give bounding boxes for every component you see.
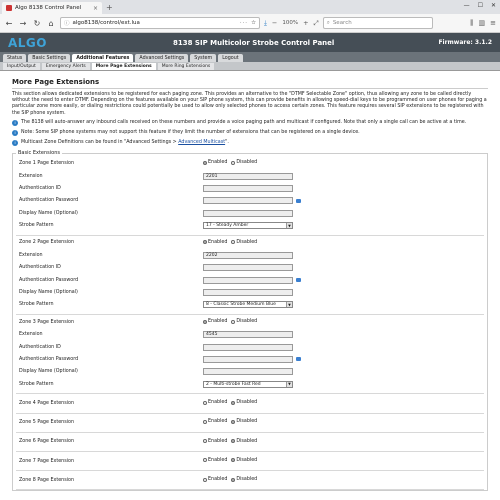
page xyxy=(0,33,500,500)
home-icon[interactable]: ⌂ xyxy=(48,18,54,28)
sidebar-icon[interactable]: ▥ xyxy=(478,18,486,27)
extension-field[interactable]: 2202 xyxy=(203,252,293,259)
algo-logo: ALGO xyxy=(8,35,47,50)
zone-8-header-row xyxy=(16,474,261,486)
zone-8-label: Zone 8 Page Extension xyxy=(19,477,75,483)
search-input[interactable] xyxy=(323,17,433,29)
zone-2-display-name-row xyxy=(16,286,484,298)
enable-radio-group xyxy=(203,458,261,465)
authentication-password-label: Authentication Password xyxy=(19,277,79,283)
zone-2-block xyxy=(16,236,484,315)
disabled-radio-dot[interactable] xyxy=(231,478,235,482)
back-icon[interactable]: ← xyxy=(5,18,13,28)
disabled-radio-label: Disabled xyxy=(236,419,258,425)
extension-label: Extension xyxy=(19,173,43,179)
site-info-icon[interactable]: ⓘ xyxy=(64,21,70,27)
strobe-pattern-label: Strobe Pattern xyxy=(19,302,54,308)
note-auto-answer xyxy=(12,120,488,126)
zone-7-label: Zone 7 Page Extension xyxy=(19,458,75,464)
zone-6-label: Zone 6 Page Extension xyxy=(19,439,75,445)
main-menu xyxy=(0,52,500,62)
submenu-tab-input-output[interactable]: Input/Output xyxy=(3,63,40,70)
zone-1-label: Zone 1 Page Extension xyxy=(19,161,75,167)
show-password-icon[interactable] xyxy=(296,278,301,282)
new-tab-icon[interactable]: + xyxy=(106,3,113,12)
section-description: This section allows dedicated extensions to be registered for each paging zone. This provides an alternative to the "DTMF Selectable Zone" option, thus allowing any zone to be called directly without the need to enter DTMF. Depending on the features available on your SIP phone system, this can provide benefits in allowing speed-dial keys to be programmed on user phones for paging a particular zone more easily, or dialing restrictions could potentially be used to allow only selected phones to access certain zones. This feature requires several SIP extensions to be registered with the SIP phone system. xyxy=(12,92,487,116)
url-text: algo8138/control/ext.lua xyxy=(72,20,140,26)
strobe-pattern-label: Strobe Pattern xyxy=(19,381,54,387)
zone-4-header-row xyxy=(16,397,261,409)
app-header xyxy=(0,33,500,52)
note-support-text: Note: Some SIP phone systems may not support this feature if they limit the number of extensions that can be registered on a single device. xyxy=(21,130,360,136)
menu-tab-system[interactable]: System xyxy=(190,54,216,62)
zone-7-block xyxy=(16,452,484,471)
menu-tab-advanced-settings[interactable]: Advanced Settings xyxy=(135,54,188,62)
disabled-radio-label: Disabled xyxy=(236,160,258,166)
disabled-radio-dot[interactable] xyxy=(231,439,235,443)
zone-1-authentication-id-row xyxy=(16,182,484,194)
enabled-radio-label: Enabled xyxy=(208,457,228,463)
browser-tab[interactable] xyxy=(2,2,102,14)
enabled-radio-label: Enabled xyxy=(208,400,228,406)
download-icon[interactable]: ⤓ xyxy=(264,18,267,27)
zone-4-label: Zone 4 Page Extension xyxy=(19,401,75,407)
bookmark-star-icon[interactable]: ☆ xyxy=(251,20,256,26)
enabled-radio-dot[interactable] xyxy=(203,320,207,324)
page-title: 8138 SIP Multicolor Strobe Control Panel xyxy=(173,38,335,47)
maximize-icon[interactable]: ☐ xyxy=(477,2,483,9)
disabled-radio-label: Disabled xyxy=(236,457,258,463)
zone-1-strobe-pattern-row xyxy=(16,219,484,231)
authentication-password-label: Authentication Password xyxy=(19,356,79,362)
zone-3-extension-row xyxy=(16,329,484,341)
toolbar-icons xyxy=(264,19,319,28)
display-name-label: Display Name (Optional) xyxy=(19,210,78,216)
info-icon: i xyxy=(12,140,18,146)
zones-list xyxy=(16,156,484,490)
show-password-icon[interactable] xyxy=(296,357,301,361)
enabled-radio-label: Enabled xyxy=(208,419,228,425)
enabled-radio-dot[interactable] xyxy=(203,240,207,244)
enabled-radio-dot[interactable] xyxy=(203,458,207,462)
disabled-radio-label: Disabled xyxy=(236,438,258,444)
show-password-icon[interactable] xyxy=(296,199,301,203)
zone-1-authentication-password-row xyxy=(16,195,484,207)
strobe-pattern-select[interactable] xyxy=(203,222,293,229)
browser-chrome xyxy=(0,0,500,33)
right-toolbar xyxy=(470,19,496,28)
browser-tab-title: Algo 8138 Control Panel xyxy=(15,5,82,11)
sub-menu xyxy=(0,62,500,71)
zone-3-header-row xyxy=(16,316,484,328)
enabled-radio[interactable] xyxy=(203,458,227,463)
disabled-radio[interactable] xyxy=(231,319,257,324)
menu-tab-additional-features[interactable]: Additional Features xyxy=(72,54,133,62)
enable-radio-group xyxy=(203,240,261,247)
menu-tab-status[interactable]: Status xyxy=(3,54,26,62)
content xyxy=(0,71,500,491)
info-icon: i xyxy=(12,120,18,126)
chevron-down-icon[interactable]: ▼ xyxy=(286,302,292,307)
disabled-radio[interactable] xyxy=(231,160,257,165)
zone-3-display-name-row xyxy=(16,366,484,378)
disabled-radio[interactable] xyxy=(231,400,257,405)
display-name-label: Display Name (Optional) xyxy=(19,290,78,296)
authentication-id-field[interactable] xyxy=(203,185,293,192)
zone-3-authentication-password-row xyxy=(16,353,484,365)
display-name-label: Display Name (Optional) xyxy=(19,369,78,375)
search-placeholder: Search xyxy=(332,20,352,26)
enable-radio-group xyxy=(203,419,261,426)
note-auto-answer-text: The 8138 will auto-answer any inbound calls received on these numbers and provide a voice paging path and multicast if configured. Note that only a single call can be active at a time. xyxy=(21,119,467,125)
note-multicast-suffix: ". xyxy=(225,140,229,146)
firmware-version: Firmware: 3.1.2 xyxy=(438,39,492,46)
zone-2-authentication-id-row xyxy=(16,262,484,274)
zone-5-block xyxy=(16,414,484,433)
enable-radio-group xyxy=(203,319,261,326)
zoom-level[interactable]: 100% xyxy=(282,20,299,26)
enabled-radio-label: Enabled xyxy=(208,438,228,444)
disabled-radio-dot[interactable] xyxy=(231,458,235,462)
browser-tabbar xyxy=(0,0,500,14)
disabled-radio-dot[interactable] xyxy=(231,320,235,324)
enable-radio-group xyxy=(203,439,261,446)
close-window-icon[interactable]: ✕ xyxy=(490,2,496,9)
search-icon: ⌕ xyxy=(326,19,330,26)
chevron-down-icon[interactable]: ▼ xyxy=(286,223,292,228)
disabled-radio-label: Disabled xyxy=(236,319,258,325)
menu-icon[interactable]: ≡ xyxy=(490,18,496,27)
note-support xyxy=(12,130,488,136)
enabled-radio-dot[interactable] xyxy=(203,439,207,443)
enable-radio-group xyxy=(203,477,261,484)
submenu-tab-more-page-extensions[interactable]: More Page Extensions xyxy=(92,63,156,70)
zone-3-strobe-pattern-row xyxy=(16,378,484,390)
basic-extensions-fieldset xyxy=(12,150,488,491)
zone-1-header-row xyxy=(16,157,484,169)
disabled-radio[interactable] xyxy=(231,477,257,482)
enabled-radio[interactable] xyxy=(203,419,227,424)
authentication-id-label: Authentication ID xyxy=(19,265,61,271)
disabled-radio-dot[interactable] xyxy=(231,161,235,165)
strobe-pattern-value: 8 - Classic Strobe Medium Blue xyxy=(206,302,276,308)
chevron-down-icon[interactable]: ▼ xyxy=(286,382,292,387)
enabled-radio[interactable] xyxy=(203,160,227,165)
page-actions-icon[interactable]: ··· xyxy=(239,20,249,26)
enabled-radio[interactable] xyxy=(203,319,227,324)
display-name-field[interactable] xyxy=(203,210,293,217)
forward-icon[interactable]: → xyxy=(19,18,27,28)
disabled-radio[interactable] xyxy=(231,439,257,444)
fullscreen-icon[interactable]: ⤢ xyxy=(313,18,319,27)
enabled-radio[interactable] xyxy=(203,400,227,405)
authentication-id-field[interactable] xyxy=(203,264,293,271)
advanced-multicast-link[interactable]: Advanced Multicast xyxy=(178,140,226,146)
extension-label: Extension xyxy=(19,332,43,338)
zone-2-header-row xyxy=(16,237,484,249)
zone-5-label: Zone 5 Page Extension xyxy=(19,420,75,426)
enabled-radio-label: Enabled xyxy=(208,239,228,245)
extension-field[interactable]: 4545 xyxy=(203,331,293,338)
enabled-radio-dot[interactable] xyxy=(203,401,207,405)
authentication-password-field[interactable] xyxy=(203,356,293,363)
zone-1-extension-row xyxy=(16,170,484,182)
authentication-password-label: Authentication Password xyxy=(19,198,79,204)
zone-6-block xyxy=(16,433,484,452)
enabled-radio-label: Enabled xyxy=(208,477,228,483)
enabled-radio-dot[interactable] xyxy=(203,161,207,165)
zone-3-block xyxy=(16,315,484,394)
submenu-tab-more-ring-extensions[interactable]: More Ring Extensions xyxy=(158,63,215,70)
minimize-icon[interactable]: — xyxy=(463,2,470,9)
strobe-pattern-value: 2 - Multi-strobe Fast Red xyxy=(206,381,261,387)
authentication-id-label: Authentication ID xyxy=(19,344,61,350)
zone-4-block xyxy=(16,394,484,413)
section-title: More Page Extensions xyxy=(12,75,488,89)
display-name-field[interactable] xyxy=(203,289,293,296)
authentication-password-field[interactable] xyxy=(203,197,293,204)
enabled-radio[interactable] xyxy=(203,477,227,482)
display-name-field[interactable] xyxy=(203,368,293,375)
enabled-radio[interactable] xyxy=(203,240,227,245)
zone-7-header-row xyxy=(16,455,261,467)
extension-label: Extension xyxy=(19,252,43,258)
enable-radio-group xyxy=(203,160,261,167)
zoom-out-icon[interactable]: − xyxy=(271,19,278,27)
close-tab-icon[interactable]: × xyxy=(92,4,98,12)
disabled-radio-label: Disabled xyxy=(236,477,258,483)
note-multicast-prefix: Multicast Zone Definitions can be found in "Advanced Settings > xyxy=(21,140,179,146)
strobe-pattern-label: Strobe Pattern xyxy=(19,223,54,229)
zone-5-header-row xyxy=(16,417,261,429)
enabled-radio-dot[interactable] xyxy=(203,420,207,424)
disabled-radio-label: Disabled xyxy=(236,400,258,406)
note-multicast-text xyxy=(21,140,229,146)
disabled-radio-dot[interactable] xyxy=(231,420,235,424)
zoom-in-icon[interactable]: + xyxy=(303,19,309,27)
algo-favicon-icon xyxy=(6,5,12,11)
disabled-radio-label: Disabled xyxy=(236,239,258,245)
reload-icon[interactable]: ↻ xyxy=(33,18,41,28)
enabled-radio-label: Enabled xyxy=(208,319,228,325)
disabled-radio[interactable] xyxy=(231,240,257,245)
menu-tab-logout[interactable]: Logout xyxy=(218,54,242,62)
extension-field[interactable]: 2201 xyxy=(203,173,293,180)
strobe-pattern-value: 17 - Steady Amber xyxy=(206,223,249,229)
zone-2-strobe-pattern-row xyxy=(16,299,484,311)
disabled-radio[interactable] xyxy=(231,458,257,463)
enabled-radio-label: Enabled xyxy=(208,160,228,166)
disabled-radio-dot[interactable] xyxy=(231,240,235,244)
enable-radio-group xyxy=(203,400,261,407)
zone-2-authentication-password-row xyxy=(16,274,484,286)
library-icon[interactable]: ⫼ xyxy=(470,18,474,27)
menu-tab-basic-settings[interactable]: Basic Settings xyxy=(28,54,70,62)
zone-3-authentication-id-row xyxy=(16,341,484,353)
browser-navbar xyxy=(0,14,500,33)
authentication-password-field[interactable] xyxy=(203,277,293,284)
note-multicast xyxy=(12,140,488,146)
authentication-id-label: Authentication ID xyxy=(19,185,61,191)
zone-8-block xyxy=(16,471,484,490)
disabled-radio[interactable] xyxy=(231,419,257,424)
info-icon: i xyxy=(12,130,18,136)
disabled-radio-dot[interactable] xyxy=(231,401,235,405)
zone-1-display-name-row xyxy=(16,207,484,219)
zone-2-extension-row xyxy=(16,249,484,261)
strobe-pattern-select[interactable] xyxy=(203,301,293,308)
enabled-radio[interactable] xyxy=(203,439,227,444)
authentication-id-field[interactable] xyxy=(203,344,293,351)
fieldset-legend: Basic Extensions xyxy=(18,150,60,157)
window-controls xyxy=(464,2,496,9)
zone-1-block xyxy=(16,156,484,235)
address-bar[interactable] xyxy=(60,17,260,29)
submenu-tab-emergency-alerts[interactable]: Emergency Alerts xyxy=(42,63,90,70)
zone-6-header-row xyxy=(16,436,261,448)
zone-3-label: Zone 3 Page Extension xyxy=(19,319,75,325)
strobe-pattern-select[interactable] xyxy=(203,381,293,388)
zone-2-label: Zone 2 Page Extension xyxy=(19,240,75,246)
enabled-radio-dot[interactable] xyxy=(203,478,207,482)
